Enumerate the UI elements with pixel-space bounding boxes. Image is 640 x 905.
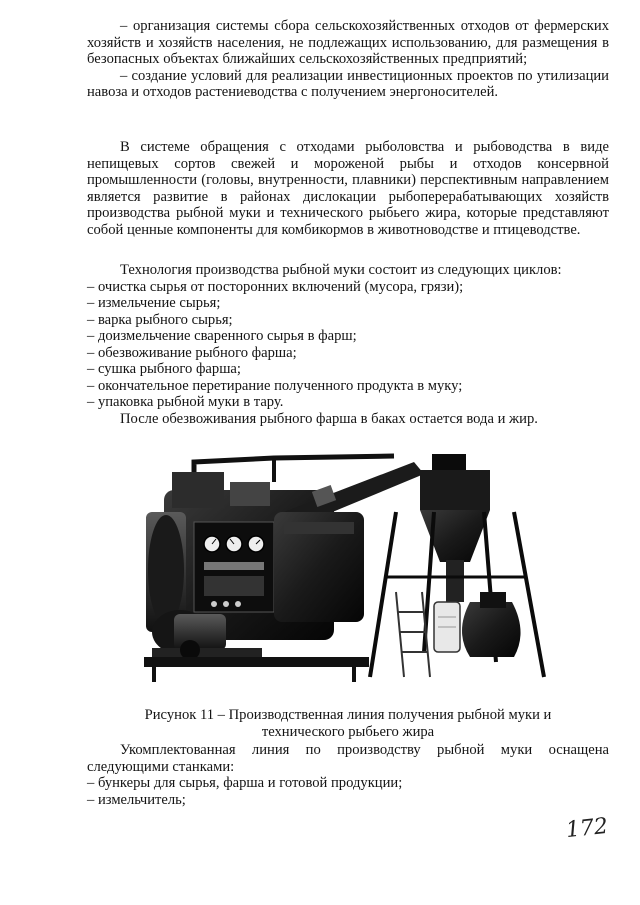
caption-line-1: Рисунок 11 – Производственная линия получения рыбной муки и — [144, 707, 552, 723]
after-list-text: После обезвоживания рыбного фарша в баках остается вода и жир. — [120, 410, 538, 427]
list-item: – окончательное перетирание полученного продукта в муку; — [87, 377, 463, 394]
list-intro: Технология производства рыбной муки состоит из следующих циклов: — [120, 262, 562, 278]
list-item: – измельчение сырья; — [87, 295, 221, 311]
paragraph-equipment: Укомплектованная линия по производству рыбной муки оснащена следующими станками: — [87, 742, 609, 775]
page-number: 172 — [564, 813, 610, 844]
paragraph-fish-waste: В системе обращения с отходами рыболовства и рыбоводства в виде непищевых сортов свежей и мороженой рыбы и отходов консервной промышленности (головы, внутренности, плавники) перспективным направлением является развитие в районах дислокации рыбоперерабатывающих хозяйств производства рыбной муки и технического рыбьего жира, которые представляют собой ценные компоненты для комбикормов в животноводстве и птицеводстве. — [87, 139, 609, 238]
production-line-figure — [134, 452, 564, 687]
caption-line-2: технического рыбьего жира — [261, 723, 435, 740]
production-line-illustration — [134, 452, 564, 687]
top-list — [87, 18, 609, 101]
paragraph-organization: – организация системы сбора сельскохозяйственных отходов от фермерских хозяйств и хозяйств населения, не подлежащих использованию, для размещения в безопасных объектах ближайших сельскохозяйственных предприятий; — [87, 18, 609, 67]
list-item: – бункеры для сырья, фарша и готовой продукции; — [87, 775, 403, 791]
list-item: – измельчитель; — [87, 791, 186, 808]
main-paragraph-block — [87, 139, 609, 238]
list-item: – очистка сырья от посторонних включений (мусора, грязи); — [87, 278, 464, 295]
technology-list-block — [87, 262, 609, 427]
list-item: – обезвоживание рыбного фарша; — [87, 344, 297, 361]
list-item: – доизмельчение сваренного сырья в фарш; — [87, 328, 357, 344]
list-item: – сушка рыбного фарша; — [87, 361, 241, 377]
bottom-block — [87, 742, 609, 808]
paragraph-investment: – создание условий для реализации инвестиционных проектов по утилизации навоза и отходов растениеводства с получением энергоносителей. — [87, 67, 609, 100]
list-item: – упаковка рыбной муки в тару. — [87, 394, 284, 410]
figure-caption — [87, 707, 609, 740]
list-item: – варка рыбного сырья; — [87, 311, 233, 328]
